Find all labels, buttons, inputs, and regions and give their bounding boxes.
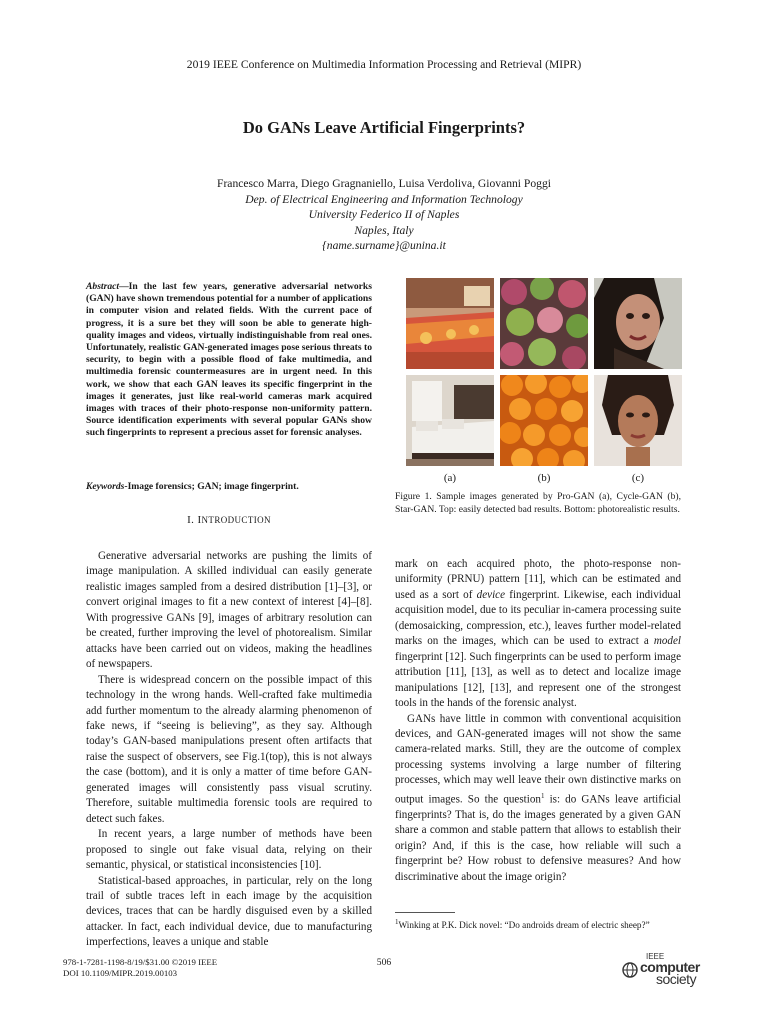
abstract	[86, 281, 372, 440]
paragraph: There is widespread concern on the possible impact of this technology in the wrong hands. Well-crafted fake multimedia add further momentum to the already alarming phenomenon of fake news, if “seeing is believing”, as they say. Although today’s GAN-based manipulations present often artifacts that raise the suspect of observers, see Fig.1(top), this is not always the case (bottom), and it is only a matter of time before GAN-generated images will consistently pass visual scrutiny. Therefore, suitable multimedia forensic tools are required to detect such fakes.	[86, 673, 372, 825]
affiliation-line: Dep. of Electrical Engineering and Information Technology	[245, 192, 523, 206]
footnote-mark: 1	[395, 918, 399, 926]
logo-word-computer: computer	[640, 959, 700, 975]
computer-society-logo	[622, 952, 704, 986]
paragraph: In recent years, a large number of methods have been proposed to single out fake visual data, relying on their semantic, physical, or statistical inconsistencies [10].	[86, 828, 372, 872]
face-image-top	[594, 278, 682, 369]
footer-doi: DOI 10.1109/MIPR.2019.00103	[63, 968, 178, 978]
sublabel-c: (c)	[631, 472, 645, 484]
footer-isbn: 978-1-7281-1198-8/19/$31.00 ©2019 IEEE	[63, 957, 218, 967]
paragraph: GANs have little in common with conventional acquisition devices, and GAN-generated images will not show the same camera-related marks. Still, they are the outcome of complex processing systems involving a large number of filtering processes, which may well leave their own distinctive marks on output images. So the question$^1$ is: do GANs leave artificial fingerprints? That is, do the images generated by a given GAN share a common and stable pattern that allows to establish their origin? And, if this is the case, how reliable will such a fingerprint be? How robust to defensive measures? And how discriminative about the image origin?	[395, 712, 681, 883]
affiliation-line: University Federico II of Naples	[308, 208, 460, 221]
sublabel-a: (a)	[443, 472, 457, 484]
keywords-text: -Image forensics; GAN; image fingerprint.	[124, 481, 299, 492]
footnote	[395, 918, 695, 930]
figure-1	[406, 278, 682, 466]
logo-ieee-text: IEEE	[646, 952, 665, 961]
column-right-body	[395, 557, 681, 885]
oranges-image-bottom	[500, 375, 588, 466]
column-left-body	[86, 549, 372, 951]
abstract-lead: Abstract	[86, 281, 120, 292]
section-name: NTRODUCTION	[201, 515, 271, 525]
keywords	[86, 481, 372, 492]
paragraph: Statistical-based approaches, in particular, rely on the long trail of subtle traces left in each image by the acquisition devices, traces that can be hardly disguised even by a skilled attacker. In fact, each individual device, due to manufacturing imperfections, leaves a unique and stable	[86, 874, 372, 949]
logo-word-society: society	[656, 971, 697, 987]
conference-header: 2019 IEEE Conference on Multimedia Information Processing and Retrieval (MIPR)	[186, 58, 582, 71]
author-email: {name.surname}@unina.it	[322, 239, 446, 252]
paragraph: Generative adversarial networks are pushing the limits of image manipulation. A skilled individual can easily generate realistic images sampled from a desired distribution [1]–[3], or convert original images to fit a new context of interest [4]–[8]. With progressive GANs [9], images of arbitrary resolution can be created, further improving the level of photorealism. Similar attacks have been carried out on videos, making the headlines of newspapers.	[86, 550, 372, 671]
author-block	[0, 176, 768, 254]
bedroom-image-top	[406, 278, 494, 369]
sublabel-b: (b)	[537, 472, 551, 484]
footnote-text: Winking at P.K. Dick novel: “Do androids dream of electric sheep?”	[398, 920, 650, 931]
page-number: 506	[376, 957, 392, 968]
footnote-rule	[395, 912, 455, 913]
bedroom-image-bottom	[406, 375, 494, 466]
section-heading-introduction	[86, 514, 372, 526]
abstract-text: —In the last few years, generative adversarial networks (GAN) have shown tremendous potential for a number of applications in computer vision and related fields. With the current pace of progress, it is a sure bet they will soon be able to generate high-quality images and videos, virtually indistinguishable from real ones. Unfortunately, realistic GAN-generated images pose serious threats to security, to begin with a possible flood of fake multimedia, and multimedia forensic countermeasures are in urgent need. In this work, we show that each GAN leaves its specific fingerprint in the images it generates, just like real-world cameras mark acquired images with traces of their photo-response non-uniformity pattern. Source identification experiments with several popular GANs show such fingerprints to represent a precious asset for forensic analyses.	[86, 281, 372, 439]
face-image-bottom	[594, 375, 682, 466]
paper-title: Do GANs Leave Artificial Fingerprints?	[242, 118, 526, 137]
section-number: I. I	[187, 514, 202, 526]
paragraph: mark on each acquired photo, the photo-response non-uniformity (PRNU) pattern [11], which can be estimated and used as a sort of device fingerprint. Likewise, each individual acquisition model, due to its peculiar in-camera processing suite (demosaicking, compression, etc.), leaves further model-related marks on the images, which can be used to extract a model fingerprint [12]. Such fingerprints can be used to perform image attribution [11], [13], as well as to detect and localize image manipulations [12], [13], and represent one of the strongest tools in the hands of the forensic analyst.	[395, 558, 681, 710]
author-names: Francesco Marra, Diego Gragnaniello, Luisa Verdoliva, Giovanni Poggi	[217, 177, 551, 190]
figure-caption: Figure 1. Sample images generated by Pro-GAN (a), Cycle-GAN (b), Star-GAN. Top: easily detected bad results. Bottom: photorealistic results.	[395, 491, 681, 515]
globe-icon	[622, 962, 638, 978]
keywords-lead: Keywords	[86, 481, 125, 492]
fruit-image-top	[500, 278, 588, 369]
affiliation-line: Naples, Italy	[354, 223, 414, 237]
